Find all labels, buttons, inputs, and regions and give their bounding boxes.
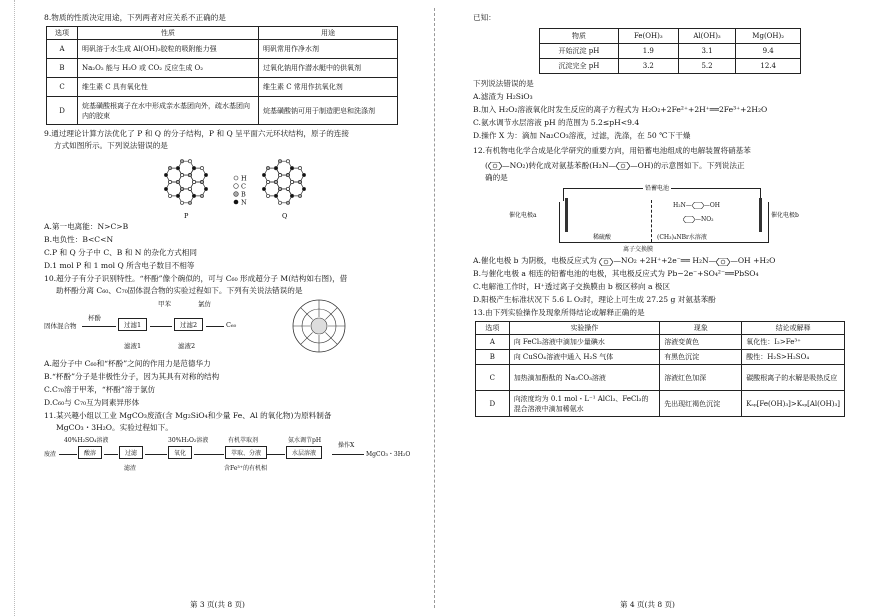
- q13-th: 实验操作: [509, 322, 660, 335]
- arrow: [82, 326, 116, 327]
- q8-cell: C: [47, 78, 78, 97]
- atom: [298, 194, 301, 197]
- q12-option-a-eq1: —NO₂ +2H⁺+2e⁻══ H₂N—: [613, 256, 717, 265]
- atom: [188, 187, 191, 190]
- atom: [180, 201, 183, 204]
- atom: [180, 187, 183, 190]
- atom: [168, 167, 171, 170]
- electrode-b-label: 催化电极b: [771, 212, 799, 219]
- atom: [168, 180, 171, 183]
- q8-cell: Na₂O₂ 能与 H₂O 或 CO₂ 反应生成 O₂: [78, 59, 259, 78]
- q13-th: 结论或解释: [742, 322, 845, 335]
- q12-stem-line1: 12.有机物电化学合成是化学研究的重要方向，用铅蓄电池组成的电解装置将硝基苯: [473, 146, 751, 155]
- molecule-p: [164, 160, 207, 205]
- q13-cell: 酸性：H₂S>H₂SO₄: [742, 350, 845, 365]
- ph-cell: 沉淀完全 pH: [540, 59, 619, 74]
- atom: [192, 194, 195, 197]
- q9-option-b: B.电负性：B<C<N: [44, 235, 114, 244]
- n-atom-icon: [234, 200, 239, 205]
- q8-cell: 维生素 C 常用作抗氧化剂: [259, 78, 398, 97]
- atom: [176, 167, 179, 170]
- q8-cell: 维生素 C 具有氧化性: [78, 78, 259, 97]
- ph-cell: 12.4: [736, 59, 801, 74]
- atom: [298, 180, 301, 183]
- flow-organic-phase: 含Fe³⁺的有机相: [224, 465, 267, 472]
- flow-reagent: 30%H₂O₂溶液: [168, 437, 209, 444]
- arrow: [59, 454, 77, 455]
- flow-reagent: 杯酚: [88, 314, 101, 322]
- flow-operation-x: 操作X: [338, 442, 355, 449]
- q13-stem: 13.由下列实验操作及现象所得结论或解释正确的是: [473, 308, 645, 317]
- ph-th: 物质: [540, 29, 619, 44]
- q9-option-d: D.1 mol P 和 1 mol Q 所含电子数目不相等: [44, 261, 195, 270]
- atom: [266, 167, 269, 170]
- legend-h: H: [241, 174, 247, 183]
- q13-cell: 氧化性：I₂>Fe³⁺: [742, 335, 845, 350]
- table-row: [476, 335, 845, 350]
- atom: [200, 194, 203, 197]
- q9-option-a: A.第一电离能：N>C>B: [44, 222, 129, 231]
- atom: [200, 167, 203, 170]
- q12-option-b: B.与催化电极 a 相连的铅蓄电池的电极，其电极反应式为 Pb−2e⁻+SO₄²⁻══PbSO₄: [473, 269, 759, 278]
- atom: [180, 160, 183, 163]
- atom: [180, 174, 183, 177]
- membrane: [651, 200, 652, 242]
- atom: [298, 167, 301, 170]
- atom: [290, 194, 293, 197]
- q13-table: [475, 321, 845, 417]
- atom: [164, 173, 167, 176]
- atom: [176, 194, 179, 197]
- page-footer: 第 3 页(共 8 页): [190, 600, 245, 609]
- atom: [176, 180, 179, 183]
- flow-box-filter2: 过滤2: [174, 318, 203, 331]
- molecule-q: [262, 160, 305, 205]
- flow-solvent1: 甲苯: [158, 300, 171, 308]
- q13-cell: Kₛₚ[Fe(OH)₃]>Kₛₚ[Al(OH)₃]: [742, 391, 845, 417]
- q8-header-row: [47, 27, 398, 40]
- atom: [274, 167, 277, 170]
- supramolecule-diagram: [284, 295, 354, 357]
- ph-th: Fe(OH)₃: [618, 29, 678, 44]
- table-row: [540, 44, 801, 59]
- table-row: [47, 97, 398, 125]
- arrow: [150, 326, 172, 327]
- q13-cell: 先出现红褐色沉淀: [660, 391, 742, 417]
- arrow: [332, 454, 364, 455]
- q12-stem-line2: [473, 160, 856, 172]
- q13-cell: A: [476, 335, 510, 350]
- known-label: 已知：: [473, 13, 496, 22]
- q8-cell: 明矾常用作净水剂: [259, 40, 398, 59]
- product-prefix: H₂N—: [673, 202, 692, 209]
- q13-cell: C: [476, 365, 510, 391]
- table-row: [47, 59, 398, 78]
- q10-option-d: D.C₆₀与 C₇₀互为同素异形体: [44, 398, 140, 407]
- atom: [188, 174, 191, 177]
- q13-cell: 向 CuSO₄溶液中通入 H₂S 气体: [509, 350, 660, 365]
- q8-th-property: 性质: [78, 27, 259, 40]
- flow-box-aqueous: 水层溶液: [286, 446, 322, 459]
- atom: [278, 201, 281, 204]
- q10-stem-line1: 10.超分子有分子识别特性。“杯酚”像个碗似的，可与 C₆₀ 形成超分子 M(结构如右图)，借: [44, 274, 348, 283]
- q12-option-a-text: A.催化电极 b 为阴极，电极反应式为: [473, 256, 597, 265]
- electrode-a-label: 催化电极a: [509, 212, 537, 219]
- arrow: [206, 326, 224, 327]
- ph-th: Al(OH)₃: [678, 29, 736, 44]
- q13-th: 选项: [476, 322, 510, 335]
- arrow: [104, 454, 118, 455]
- q10-figure: [44, 297, 421, 357]
- q13-cell: B: [476, 350, 510, 365]
- flow-solvent2: 氯仿: [198, 300, 211, 308]
- ph-cell: 3.1: [678, 44, 736, 59]
- flow-start: 废渣: [44, 451, 57, 458]
- c60-icon: [311, 318, 327, 334]
- flow-reagent: 氨水调节pH: [288, 437, 322, 444]
- h-atom-icon: [234, 176, 238, 180]
- table-row: [476, 391, 845, 417]
- calixarene-unit: [301, 308, 313, 320]
- q12-electrolysis-figure: [473, 184, 853, 254]
- atom: [290, 167, 293, 170]
- table-row: [47, 40, 398, 59]
- q9-stem-line2: 方式如图所示。下列说法错误的是: [54, 141, 168, 150]
- ph-cell: 3.2: [618, 59, 678, 74]
- q10-option-c: C.C₇₀溶于甲苯，“杯酚”溶于氯仿: [44, 385, 156, 394]
- atom: [262, 173, 265, 176]
- benzene-icon: [599, 257, 613, 265]
- hexagon-ring: [276, 161, 292, 175]
- q10-flowchart: [44, 299, 294, 355]
- q8-th-use: 用途: [259, 27, 398, 40]
- q11-option-b: B.加入 H₂O₂溶液氧化时发生反应的离子方程式为 H₂O₂+2Fe²⁺+2H⁺══2Fe³⁺+2H₂O: [473, 105, 768, 114]
- q8-table: [46, 26, 398, 125]
- calixarene-unit: [325, 308, 337, 320]
- arrow: [194, 454, 224, 455]
- q13-cell: 向 FeCl₂溶液中滴加少量碘水: [509, 335, 660, 350]
- atom: [286, 201, 289, 204]
- page-footer: 第 4 页(共 8 页): [620, 600, 675, 609]
- ph-cell: 开始沉淀 pH: [540, 44, 619, 59]
- atom: [274, 194, 277, 197]
- product-molecule: [673, 202, 720, 209]
- q11-option-c: C.氨水调节水层溶液 pH 的范围为 5.2≤pH<9.4: [473, 118, 640, 127]
- q10-option-b: B.“杯酚”分子是非极性分子，因为其具有对称的结构: [44, 372, 220, 381]
- atom: [290, 180, 293, 183]
- legend: [234, 175, 247, 207]
- flow-end: C₆₀: [226, 321, 237, 329]
- page-4: [435, 0, 870, 616]
- b-atom-icon: [234, 192, 239, 197]
- legend-b: B: [241, 190, 246, 199]
- atom: [188, 160, 191, 163]
- benzene-icon: [683, 216, 695, 223]
- q8-cell: 过氧化钠用作潜水艇中的供氧剂: [259, 59, 398, 78]
- atom: [164, 187, 167, 190]
- atom: [192, 167, 195, 170]
- label-p: P: [184, 212, 189, 220]
- atom: [168, 194, 171, 197]
- q9-option-c: C.P 和 Q 分子中 C、B 和 N 的杂化方式相同: [44, 248, 197, 257]
- molecule-diagram: [154, 152, 324, 220]
- benzene-icon: [716, 257, 730, 265]
- q12-option-d: D.阳极产生标准状况下 5.6 L O₂时，理论上可生成 27.25 g 对氨基苯酚: [473, 295, 716, 304]
- reactant-molecule: [683, 216, 714, 223]
- atom: [188, 201, 191, 204]
- flow-reagent: 有机萃取剂: [228, 437, 259, 444]
- membrane-label: 离子交换膜: [623, 246, 654, 253]
- q8-cell: D: [47, 97, 78, 125]
- calixarene-unit: [325, 332, 337, 344]
- q13-cell: D: [476, 391, 510, 417]
- atom: [278, 174, 281, 177]
- ph-table: [539, 28, 801, 74]
- q13-th: 现象: [660, 322, 742, 335]
- q12-option-a-eq2: —OH +H₂O: [730, 256, 776, 265]
- q12-stem-end: —OH)的示意图如下。下列说法正: [630, 161, 745, 170]
- flow-box-filter: 过滤: [119, 446, 143, 459]
- c-atom-icon: [234, 184, 239, 189]
- q11-flowchart: [44, 434, 414, 474]
- q8-stem: 8.物质的性质决定用途，下列两者对应关系不正确的是: [44, 13, 226, 22]
- q13-cell: 向浓度均为 0.1 mol・L⁻¹ AlCl₃、FeCl₃的混合溶液中滴加稀氨水: [509, 391, 660, 417]
- product-suffix: —OH: [703, 202, 721, 209]
- battery-label: 铅蓄电池: [645, 185, 670, 192]
- q11-options-title: 下列说法错误的是: [473, 79, 534, 88]
- table-row: [540, 59, 801, 74]
- q10-option-a: A.超分子中 C₆₀和“杯酚”之间的作用力是范德华力: [44, 359, 211, 368]
- flow-box-oxidize: 氧化: [168, 446, 192, 459]
- arrow: [145, 454, 167, 455]
- q8-cell: 烷基磺酸根离子在水中形成亲水基团向外，疏水基团向内的胶束: [78, 97, 259, 125]
- q13-cell: 溶液变黄色: [660, 335, 742, 350]
- ph-cell: 5.2: [678, 59, 736, 74]
- atom: [200, 180, 203, 183]
- anode-solution-label: 稀硫酸: [593, 234, 612, 241]
- benzene-icon: [488, 162, 502, 170]
- atom: [286, 174, 289, 177]
- flow-box-acid: 酸溶: [78, 446, 102, 459]
- atom: [204, 187, 207, 190]
- flow-filtrate2: 滤液2: [178, 342, 196, 350]
- ph-th: Mg(OH)₂: [736, 29, 801, 44]
- table-row: [476, 350, 845, 365]
- arrow: [267, 454, 285, 455]
- atom: [192, 180, 195, 183]
- q12-paren: (: [485, 161, 488, 170]
- q13-cell: 碳酸根离子的水解是吸热反应: [742, 365, 845, 391]
- q13-cell: 加热滴加酚酞的 Na₂CO₃溶液: [509, 365, 660, 391]
- q12-stem-line3: 确的是: [485, 173, 508, 182]
- atom: [266, 180, 269, 183]
- atom: [262, 187, 265, 190]
- legend-c: C: [241, 182, 246, 191]
- q13-cell: 溶液红色加深: [660, 365, 742, 391]
- q9-stem-line1: 9.通过理论计算方法优化了 P 和 Q 的分子结构，P 和 Q 呈平面六元环状结构，原子的连接: [44, 129, 349, 138]
- q8-cell: 烷基磺酸钠可用于制造肥皂和洗涤剂: [259, 97, 398, 125]
- q13-cell: 有黑色沉淀: [660, 350, 742, 365]
- q8-cell: B: [47, 59, 78, 78]
- q12-option-a: [473, 254, 856, 267]
- table-row: [47, 78, 398, 97]
- benzene-icon: [692, 202, 704, 209]
- q11-option-d: D.操作 X 为：滴加 Na₂CO₃溶液，过滤，洗涤，在 50 ℃下干燥: [473, 131, 691, 140]
- q13-header-row: [476, 322, 845, 335]
- reactant-suffix: —NO₂: [695, 216, 714, 223]
- ph-cell: 1.9: [618, 44, 678, 59]
- flow-reagent: 40%H₂SO₄溶液: [64, 437, 109, 444]
- atom: [302, 173, 305, 176]
- flow-end: MgCO₃・3H₂O: [366, 451, 411, 458]
- flow-box-filter1: 过滤1: [118, 318, 147, 331]
- hexagon-ring: [276, 189, 292, 203]
- q12-stem-mid: —NO₂)转化成对氨基苯酚(H₂N—: [501, 161, 617, 170]
- atom: [278, 187, 281, 190]
- q10-stem-line2: 助杯酚分离 C₆₀、C₇₀固体混合物的实验过程如下。下列有关说法错误的是: [56, 286, 303, 295]
- atom: [278, 160, 281, 163]
- flow-filtrate1: 滤液1: [124, 342, 142, 350]
- q9-figure: [154, 152, 421, 220]
- q8-th-option: 选项: [47, 27, 78, 40]
- cathode-solution-label: (CH₃)₄NBr水溶液: [657, 234, 707, 241]
- legend-n: N: [241, 198, 247, 207]
- q11-option-a: A.滤渣为 H₂SiO₃: [473, 92, 533, 101]
- atom: [302, 187, 305, 190]
- q8-cell: 明矾溶于水生成 Al(OH)₃胶粒的吸附能力强: [78, 40, 259, 59]
- atom: [266, 194, 269, 197]
- atom: [204, 173, 207, 176]
- flow-residue: 滤渣: [124, 465, 137, 472]
- calixarene-unit: [301, 332, 313, 344]
- table-row: [476, 365, 845, 391]
- flow-box-extract: 萃取、分液: [225, 446, 267, 459]
- atom: [286, 160, 289, 163]
- atom: [274, 180, 277, 183]
- ph-cell: 9.4: [736, 44, 801, 59]
- label-q: Q: [282, 212, 288, 220]
- q11-stem-line2: MgCO₃・3H₂O。实验过程如下。: [56, 423, 173, 432]
- electrode-b: [759, 198, 762, 232]
- q8-cell: A: [47, 40, 78, 59]
- flow-start: 固体混合物: [44, 322, 77, 330]
- benzene-icon: [616, 162, 630, 170]
- ph-header-row: [540, 29, 801, 44]
- q11-stem-line1: 11.某兴趣小组以工业 MgCO₃废渣(含 Mg₂SiO₄和少量 Fe、Al 的氧化物)为原料制备: [44, 411, 332, 420]
- electrode-a: [565, 198, 568, 232]
- q12-option-c: C.电解池工作时，H⁺透过离子交换膜由 b 极区移向 a 极区: [473, 282, 671, 291]
- hexagon-ring: [178, 189, 194, 203]
- atom: [286, 187, 289, 190]
- hexagon-ring: [178, 161, 194, 175]
